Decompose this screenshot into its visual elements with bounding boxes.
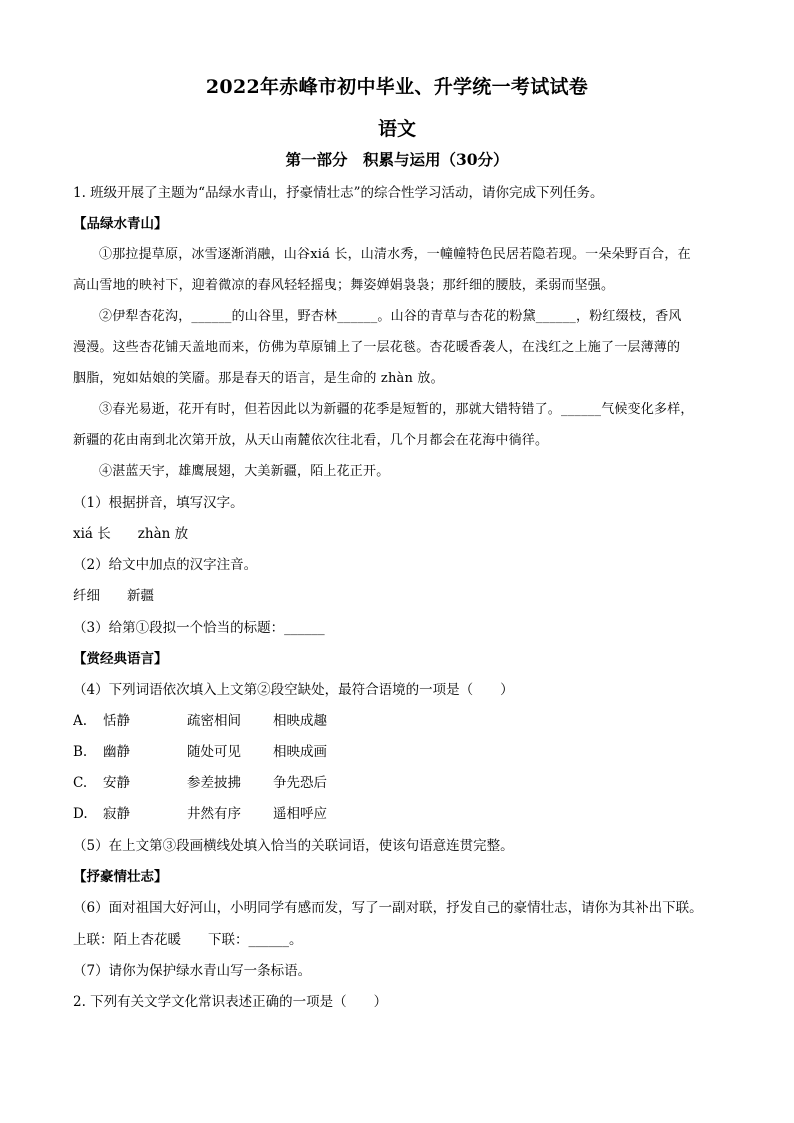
- paragraph-3-line-2: 新疆的花由南到北次第开放，从天山南麓依次往北看，几个月都会在花海中徜徉。: [73, 433, 549, 448]
- option-letter: C.: [73, 775, 88, 791]
- option-word-1: 安静: [103, 775, 130, 791]
- option-word-1: 寂静: [103, 806, 130, 822]
- section-heading-2: 【赏经典语言】: [73, 651, 168, 667]
- paragraph-1-line-1: ①那拉提草原，冰雪逐渐消融，山谷xiá 长，山清水秀，一幢幢特色民居若隐若现。一朵朵野百合，在: [99, 247, 691, 262]
- option-word-2: 疏密相间: [187, 713, 241, 729]
- section-heading-3: 【抒豪情壮志】: [73, 869, 168, 885]
- paragraph-2-line-3: 胭脂，宛如姑娘的笑靥。那是春天的语言，是生命的 zhàn 放。: [73, 371, 444, 386]
- sub-question-2-items: 纤细 新疆: [73, 588, 154, 604]
- option-word-3: 相映成画: [273, 744, 327, 760]
- option-word-1: 恬静: [103, 713, 130, 729]
- paragraph-2-line-1: ②伊犁杏花沟，______的山谷里，野杏林______。山谷的青草与杏花的粉黛______，粉红缀枝，香风: [99, 309, 682, 324]
- paragraph-2-line-2: 漫漫。这些杏花铺天盖地而来，仿佛为草原铺上了一层花毯。杏花暖香袭人，在浅红之上施了一层薄薄的: [73, 340, 681, 355]
- option-d: [73, 803, 723, 825]
- option-word-3: 遥相呼应: [273, 806, 327, 822]
- sub-question-5: （5）在上文第③段画横线处填入恰当的关联词语，使该句语意连贯完整。: [73, 838, 514, 854]
- sub-question-1-items: xiá 长 zhàn 放: [73, 526, 189, 542]
- sub-question-6: （6）面对祖国大好河山，小明同学有感而发，写了一副对联，抒发自己的豪情壮志，请你为其补出下联。: [73, 900, 703, 916]
- paragraph-3-line-1: ③春光易逝，花开有时，但若因此以为新疆的花季是短暂的，那就大错特错了。______气候变化多样，: [99, 402, 694, 417]
- option-word-3: 争先恐后: [273, 775, 327, 791]
- paragraph-1-line-2: 高山雪地的映衬下，迎着微凉的春风轻轻摇曳；舞姿婵娟袅袅；那纤细的腰肢，柔弱而坚强。: [73, 278, 615, 293]
- option-letter: D.: [73, 806, 88, 822]
- subject-title: 语文: [377, 118, 416, 140]
- question-1-intro: 1. 班级开展了主题为“品绿水青山，抒豪情壮志”的综合性学习活动，请你完成下列任务。: [73, 185, 604, 201]
- question-2-stem: 2. 下列有关文学文化常识表述正确的一项是（ ）: [73, 994, 388, 1010]
- paragraph-4-line-1: ④湛蓝天宇，雄鹰展翅，大美新疆，陌上花正开。: [99, 464, 390, 479]
- option-c: [73, 772, 723, 794]
- sub-question-4: （4）下列词语依次填入上文第②段空缺处，最符合语境的一项是（ ）: [73, 682, 514, 698]
- sub-question-1: （1）根据拼音，填写汉字。: [73, 495, 244, 511]
- option-word-1: 幽静: [103, 744, 130, 760]
- option-word-3: 相映成趣: [273, 713, 327, 729]
- option-letter: A.: [73, 713, 88, 729]
- option-word-2: 参差披拂: [187, 775, 241, 791]
- sub-question-6-couplet: 上联：陌上杏花暖 下联：______。: [73, 932, 303, 948]
- option-word-2: 随处可见: [187, 744, 241, 760]
- option-b: [73, 741, 723, 763]
- section-heading-1: 【品绿水青山】: [73, 216, 168, 232]
- sub-question-3: （3）给第①段拟一个恰当的标题：______: [73, 620, 325, 636]
- sub-question-2: （2）给文中加点的汉字注音。: [73, 557, 258, 573]
- option-letter: B.: [73, 744, 88, 760]
- option-a: [73, 710, 723, 732]
- option-word-2: 井然有序: [187, 806, 241, 822]
- sub-question-7: （7）请你为保护绿水青山写一条标语。: [73, 963, 312, 979]
- part-title: 第一部分 积累与运用（30分）: [285, 150, 509, 169]
- exam-title: 2022年赤峰市初中毕业、升学统一考试试卷: [205, 76, 589, 98]
